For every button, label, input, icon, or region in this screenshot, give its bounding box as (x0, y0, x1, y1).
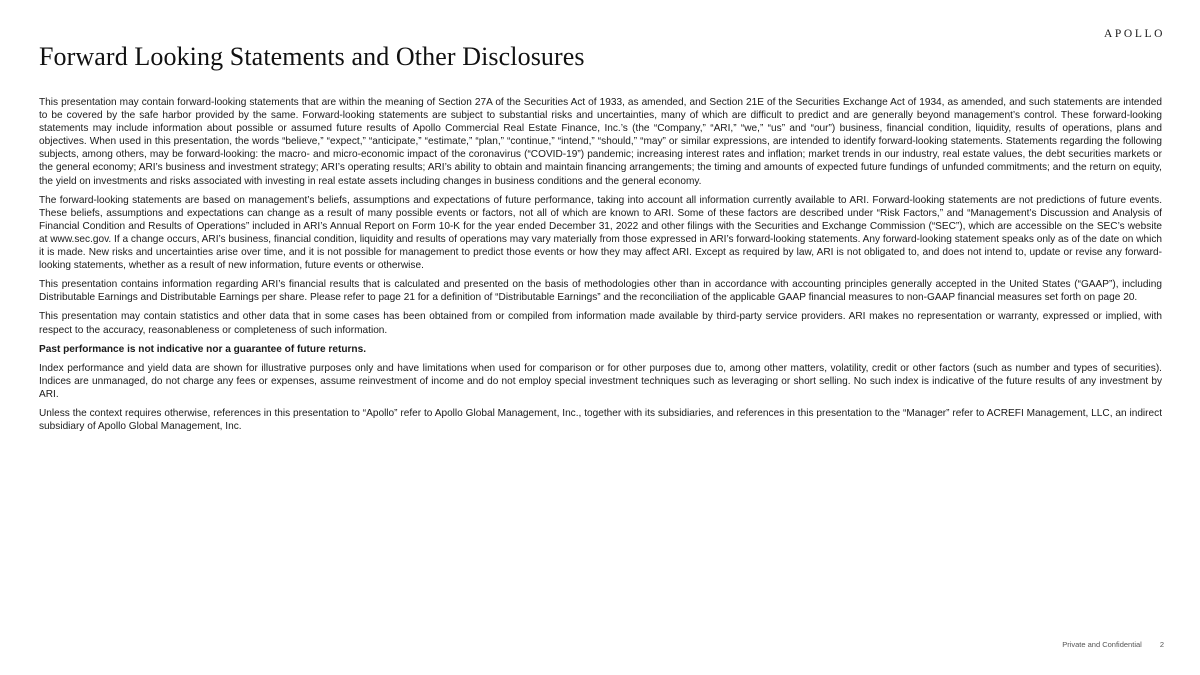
paragraph-third-party-data: This presentation may contain statistics and other data that in some cases has been obtained from or compiled from information made available by third-party service providers. ARI makes no representation or warranty, expressed or implied, with respect to the accuracy, reasonableness or completeness of such information. (39, 311, 1162, 336)
paragraph-forward-looking: This presentation may contain forward-looking statements that are within the meaning of Section 27A of the Securities Act of 1933, as amended, and Section 21E of the Securities Exchange Act of 1934, as amended, and such statements are intended to be covered by the safe harbor provided by the same. Forward-looking statements are subject to substantial risks and uncertainties, many of which are difficult to predict and are generally beyond management’s control. These forward-looking statements may include information about possible or assumed future results of Apollo Commercial Real Estate Finance, Inc.’s (the “Company,” “ARI,” “we,” “us” and “our”) business, financial condition, liquidity, results of operations, plans and objectives. When used in this presentation, the words “believe,” “expect,” “anticipate,” “estimate,” “plan,” “continue,” “intend,” “should,” “may” or similar expressions, are intended to identify forward-looking statements. Statements regarding the following subjects, among others, may be forward-looking: the macro- and micro-economic impact of the coronavirus (“COVID-19”) pandemic; increasing interest rates and inflation; market trends in our industry, real estate values, the debt securities markets or the general economy; ARI’s business and investment strategy; ARI’s operating results; ARI’s ability to obtain and maintain financing arrangements; the timing and amounts of expected future fundings of unfunded commitments; and the return on equity, the yield on investments and risks associated with investing in real estate assets including changes in business conditions and the general economy. (39, 97, 1162, 187)
disclosure-body (39, 96, 1162, 439)
paragraph-past-performance: Past performance is not indicative nor a guarantee of future returns. (39, 343, 366, 355)
page-number: 2 (1159, 640, 1164, 649)
paragraph-non-gaap: This presentation contains information regarding ARI’s financial results that is calculated and presented on the basis of methodologies other than in accordance with accounting principles generally accepted in the United States (“GAAP”), including Distributable Earnings and Distributable Earnings per share. Please refer to page 21 for a definition of “Distributable Earnings” and the reconciliation of the applicable GAAP financial measures to non-GAAP financial measures set forth on page 20. (39, 279, 1162, 304)
confidential-label: Private and Confidential (1062, 640, 1142, 649)
paragraph-references: Unless the context requires otherwise, references in this presentation to “Apollo” refer to Apollo Global Management, Inc., together with its subsidiaries, and references in this presentation to the “Manager” refer to ACREFI Management, LLC, an indirect subsidiary of Apollo Global Management, Inc. (39, 407, 1162, 433)
footer (1062, 640, 1164, 649)
paragraph-index-performance: Index performance and yield data are shown for illustrative purposes only and have limitations when used for comparison or for other purposes due to, among other matters, volatility, credit or other factors (such as number and types of securities). Indices are unmanaged, do not charge any fees or expenses, assume reinvestment of income and do not employ special investment techniques such as leveraging or short selling. No such index is indicative of the future results of any investment by ARI. (39, 362, 1162, 400)
apollo-logo: APOLLO (1104, 28, 1165, 40)
page-title: Forward Looking Statements and Other Disclosures (39, 42, 585, 71)
paragraph-assumptions: The forward-looking statements are based on management’s beliefs, assumptions and expectations of future performance, taking into account all information currently available to ARI. Forward-looking statements are not predictions of future events. These beliefs, assumptions and expectations can change as a result of many possible events or factors, not all of which are known to ARI. Some of these factors are described under “Risk Factors,” and “Management’s Discussion and Analysis of Financial Condition and Results of Operations” included in ARI’s Annual Report on Form 10-K for the year ended December 31, 2022 and other filings with the Securities and Exchange Commission (“SEC”), which are accessible on the SEC’s website at www.sec.gov. If a change occurs, ARI’s business, financial condition, liquidity and results of operations may vary materially from those expressed in ARI’s forward-looking statements. Any forward-looking statement speaks only as of the date on which it is made. New risks and uncertainties arise over time, and it is not possible for management to predict those events or how they may affect ARI. Except as required by law, ARI is not obligated to, and does not intend to, update or revise any forward-looking statements, whether as a result of new information, future events or otherwise. (39, 194, 1162, 272)
